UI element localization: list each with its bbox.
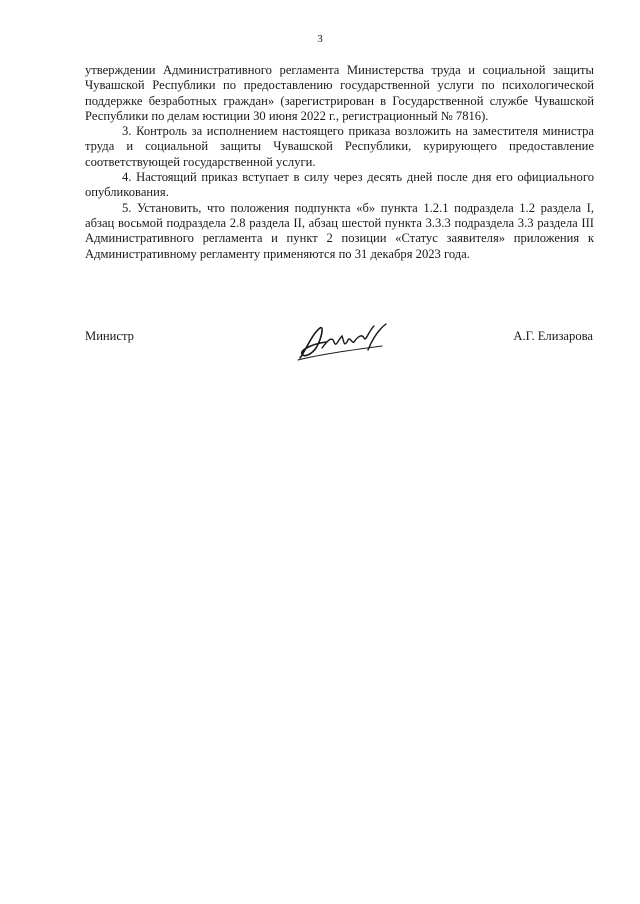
document-body bbox=[85, 63, 594, 262]
paragraph-item-3: 3. Контроль за исполнением настоящего приказа возложить на заместителя министра труда и социальной защиты Чувашской Республики, курирующего предоставление соответствующей государственной услуги. bbox=[85, 124, 594, 169]
signatory-name: А.Г. Елизарова bbox=[513, 329, 593, 343]
paragraph-item-5: 5. Установить, что положения подпункта «б» пункта 1.2.1 подраздела 1.2 раздела I, абзац восьмой подраздела 2.8 раздела II, абзац шестой пункта 3.3.3 подраздела 3.3 раздела III Административного регламента и пункт 2 позиции «Статус заявителя» приложения к Административному регламенту применяются по 31 декабря 2023 года. bbox=[85, 200, 594, 261]
paragraph-continuation: утверждении Административного регламента Министерства труда и социальной защиты Чувашской Республики по предоставлению государственной услуги по психологической поддержке безработных граждан» (зарегистрирован в Государственной службе Чувашской Республики по делам юстиции 30 июня 2022 г., регистрационный № 7816). bbox=[85, 63, 594, 123]
handwritten-signature bbox=[292, 320, 392, 364]
page-number: 3 bbox=[317, 33, 323, 45]
paragraph-item-4: 4. Настоящий приказ вступает в силу через десять дней после дня его официального опубликования. bbox=[85, 170, 594, 200]
signatory-title: Министр bbox=[85, 329, 134, 343]
